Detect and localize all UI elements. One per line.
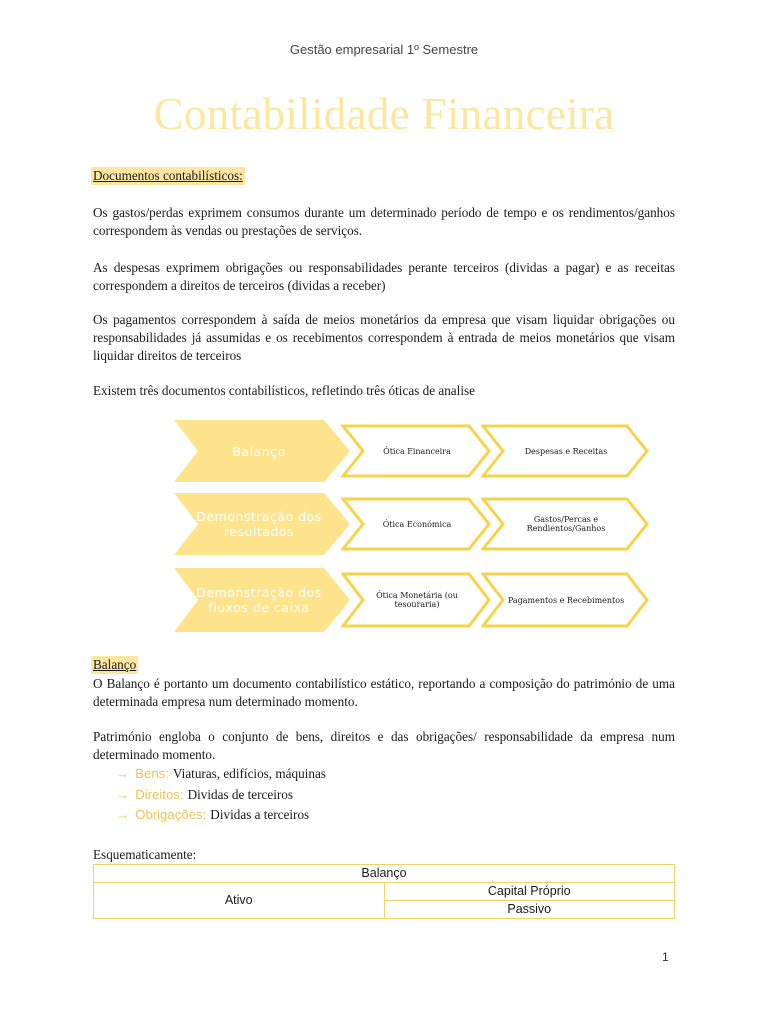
doc-chevron-label: Demonstração dos fluxos de caixa [196, 585, 322, 615]
passivo-cell: Passivo [384, 901, 675, 919]
items-chevron-gastos [481, 497, 649, 551]
bullet-obrigacoes [116, 806, 309, 824]
capital-cell: Capital Próprio [384, 883, 675, 901]
arrow-right-icon: → [116, 766, 130, 781]
arrow-right-icon: → [116, 807, 130, 822]
table-row [94, 865, 675, 883]
bullet-bens [116, 765, 326, 783]
optic-chevron-monetaria [341, 572, 491, 628]
optic-chevron-label: Ótica Financeira [383, 446, 451, 456]
page-header: Gestão empresarial 1º Semestre [289, 42, 479, 57]
section-heading-documentos [91, 167, 245, 185]
optic-chevron-financeira [341, 424, 491, 478]
doc-chevron-resultados [174, 493, 350, 555]
page-number: 1 [662, 950, 669, 964]
table-row [94, 883, 675, 901]
doc-chevron-fluxos [174, 568, 350, 632]
paragraph-patrimonio: Património engloba o conjunto de bens, direitos e das obrigações/ responsabilidade da empresa num determinado momento. [93, 729, 675, 762]
bullet-value: Dividas a terceiros [210, 807, 310, 822]
ativo-cell: Ativo [94, 883, 385, 919]
optic-chevron-label: Ótica Monetária (ou tesouraria) [376, 591, 458, 609]
optic-chevron-economica [341, 497, 491, 551]
section-heading-label: Balanço [93, 657, 137, 672]
paragraph-gastos: Os gastos/perdas exprimem consumos durante um determinado período de tempo e os rendimentos/ganhos correspondem às vendas ou prestações de serviços. [93, 205, 675, 238]
arrow-right-icon: → [116, 787, 130, 802]
bullet-value: Dividas de terceiros [187, 787, 294, 802]
bullet-direitos [116, 786, 293, 804]
document-title: Contabilidade Financeira [153, 89, 615, 139]
bullet-term: Bens: [135, 766, 169, 781]
table-title-cell: Balanço [94, 865, 675, 883]
doc-chevron-balanco [174, 420, 350, 482]
section-heading-label: Documentos contabilísticos: [93, 168, 243, 183]
items-chevron-label: Despesas e Receitas [524, 446, 608, 456]
optic-chevron-label: Ótica Económica [382, 519, 452, 529]
paragraph-tres-documentos: Existem três documentos contabilísticos, refletindo três óticas de analise [93, 383, 475, 398]
items-chevron-despesas [481, 424, 649, 478]
section-heading-balanco [91, 656, 138, 674]
doc-chevron-label: Demonstração dos resultados [196, 509, 322, 539]
items-chevron-label: Pagamentos e Recebimentos [507, 595, 625, 605]
balance-table [93, 864, 675, 919]
doc-chevron-label: Balanço [232, 443, 286, 459]
paragraph-pagamentos: Os pagamentos correspondem à saída de meios monetários da empresa que visam liquidar obrigações ou responsabilidades já assumidas e os recebimentos correspondem à entrada de meios monetários que visam liquidar direitos de terceiros [93, 312, 675, 363]
bullet-term: Obrigações: [135, 807, 207, 822]
bullet-term: Direitos: [135, 787, 184, 802]
paragraph-despesas: As despesas exprimem obrigações ou responsabilidades perante terceiros (dividas a pagar) e as receitas correspondem a direitos de terceiros (dividas a receber) [93, 260, 675, 293]
schema-label: Esquematicamente: [93, 847, 197, 862]
paragraph-balanco: O Balanço é portanto um documento contabilístico estático, reportando a composição do património de uma determinada empresa num determinado momento. [93, 676, 675, 709]
bullet-value: Viaturas, edifícios, máquinas [172, 766, 326, 781]
documents-diagram [174, 420, 650, 632]
items-chevron-pagamentos [481, 572, 649, 628]
items-chevron-label: Gastos/Percas e Rendientos/Ganhos [526, 515, 606, 533]
